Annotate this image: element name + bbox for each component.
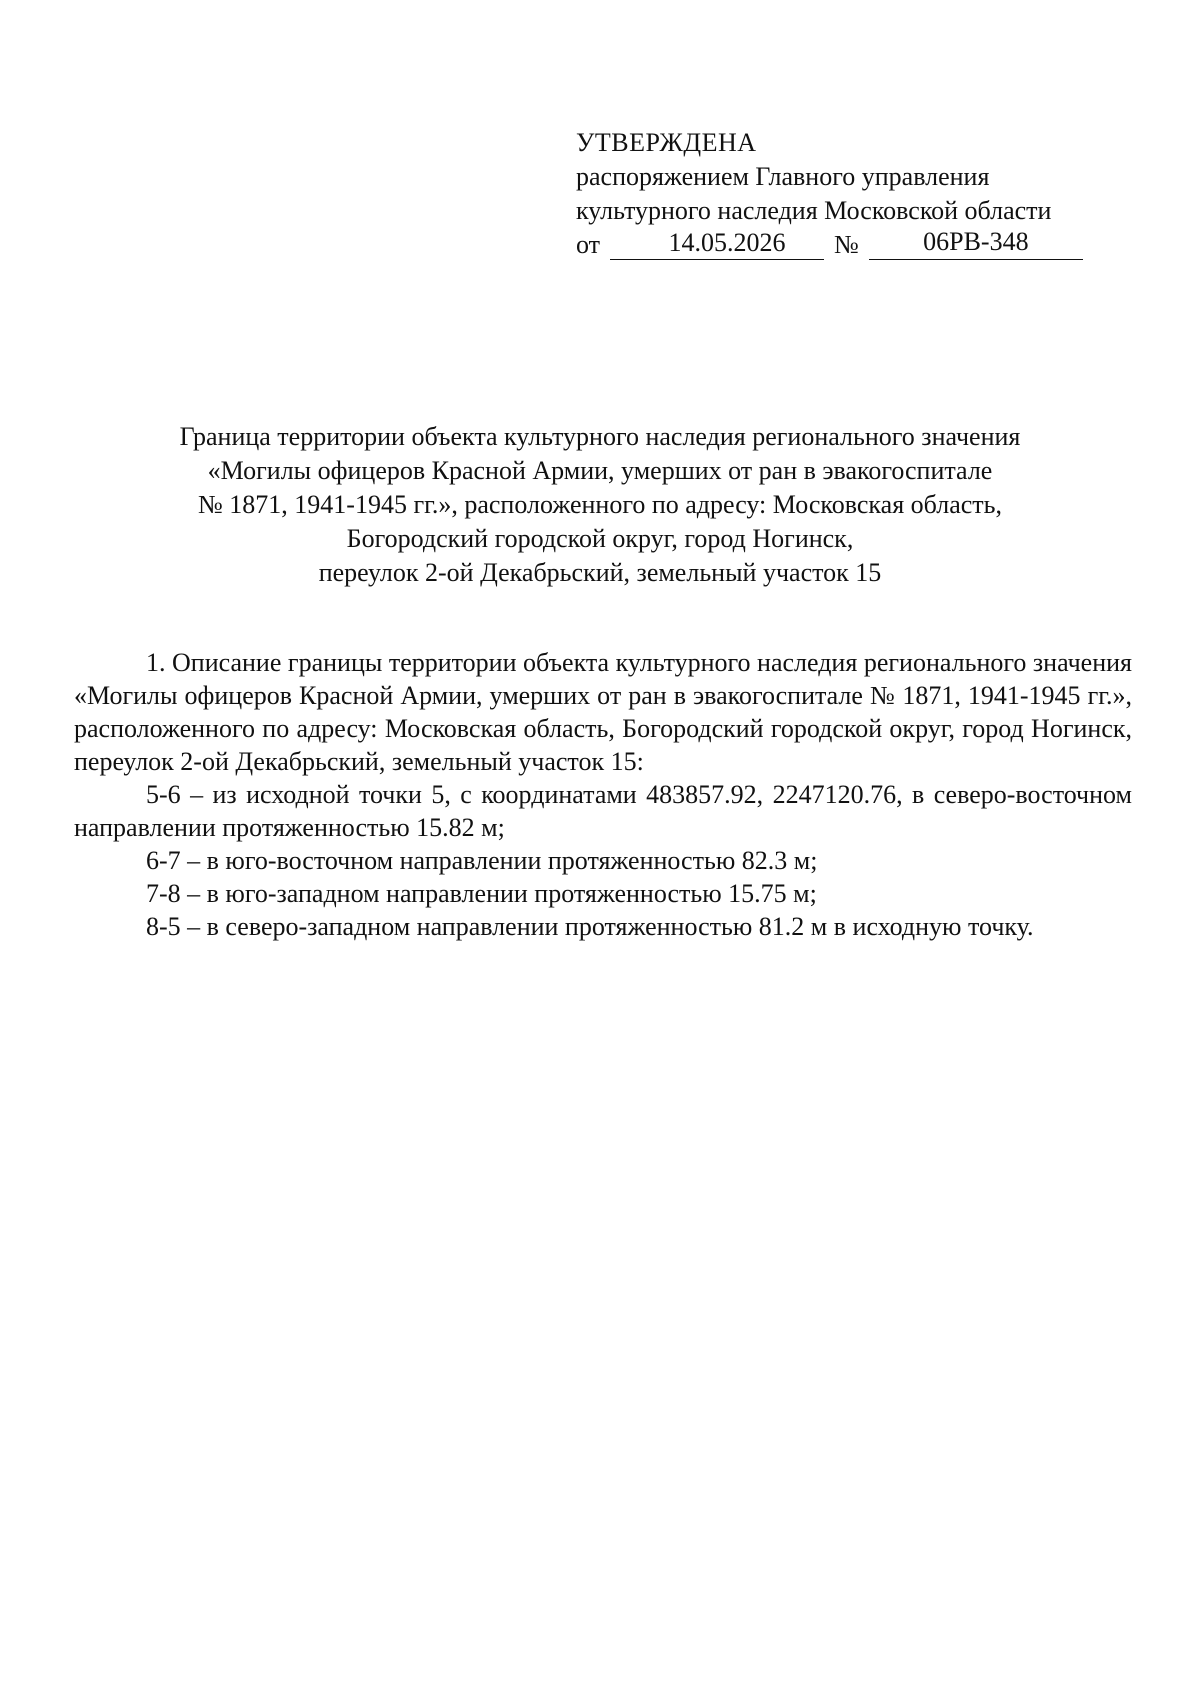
title-line-5: переулок 2-ой Декабрьский, земельный участок 15	[318, 558, 882, 587]
title-line-3: № 1871, 1941-1945 гг.», расположенного по адресу: Московская область,	[197, 490, 1003, 519]
boundary-segment-6-7: 6-7 – в юго-восточном направлении протяженностью 82.3 м;	[146, 846, 818, 875]
approval-line-2: культурного наследия Московской области	[576, 196, 1052, 225]
date-label: от	[576, 230, 601, 259]
document-body	[74, 646, 1132, 943]
number-label: №	[834, 230, 859, 259]
title-line-2: «Могилы офицеров Красной Армии, умерших от ран в эвакогоспитале	[207, 456, 993, 485]
order-date: 14.05.2026	[610, 230, 824, 260]
order-details-row	[576, 228, 1083, 262]
approval-title: УТВЕРЖДЕНА	[576, 128, 757, 157]
approval-block	[576, 126, 1083, 262]
boundary-segment-7-8: 7-8 – в юго-западном направлении протяженностью 15.75 м;	[146, 879, 817, 908]
boundary-segment-8-5: 8-5 – в северо-западном направлении протяженностью 81.2 м в исходную точку.	[146, 912, 1034, 941]
boundary-description-intro: 1. Описание границы территории объекта культурного наследия регионального значения «Могилы офицеров Красной Армии, умерших от ран в эвакогоспитале № 1871, 1941-1945 гг.», расположенного по адресу: Московская область, Богородский городской округ, город Ногинск, переулок 2-ой Декабрьский, земельный участок 15:	[74, 648, 1132, 776]
boundary-segment-5-6: 5-6 – из исходной точки 5, с координатами 483857.92, 2247120.76, в северо-восточном направлении протяженностью 15.82 м;	[74, 780, 1132, 842]
title-line-4: Богородский городской округ, город Ногинск,	[346, 524, 854, 553]
title-line-1: Граница территории объекта культурного наследия регионального значения	[179, 422, 1021, 451]
order-number: 06РВ-348	[869, 229, 1083, 260]
document-title	[80, 420, 1120, 590]
approval-line-1: распоряжением Главного управления	[576, 162, 990, 191]
